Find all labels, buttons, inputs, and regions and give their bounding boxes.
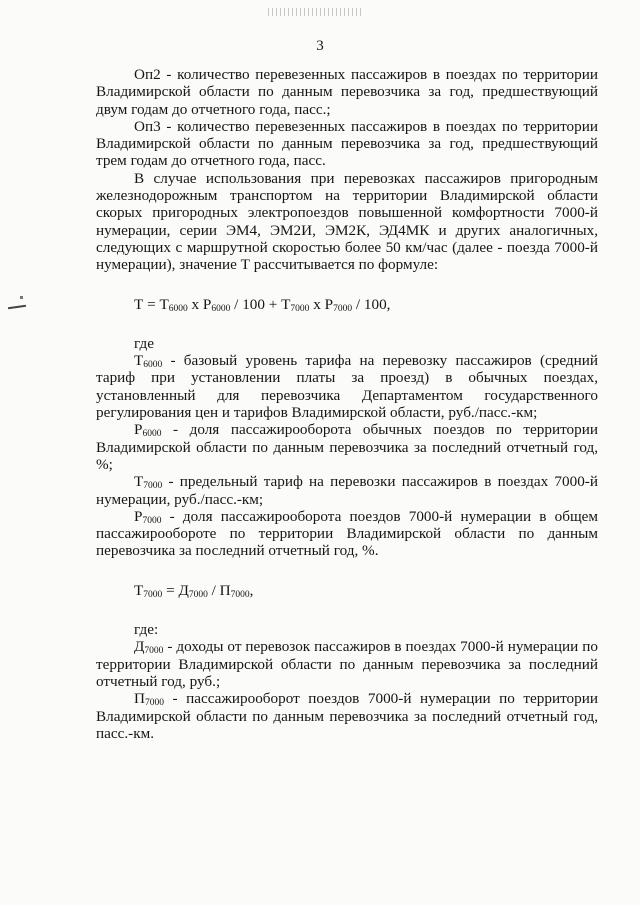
definition-d7000: $Д_{7000}$ - доходы от перевозок пассажиров в поездах 7000-й нумерации по территории Владимирской области по данным перевозчика за последний отчетный год, руб.; xyxy=(96,638,598,690)
definition-pi7000: $П_{7000}$ - пассажирооборот поездов 7000-й нумерации по территории Владимирской области по данным перевозчика за последний отчетный год, пасс.-км. xyxy=(96,690,598,742)
definition-t7000: $Т_{7000}$ - предельный тариф на перевозки пассажиров в поездах 7000-й нумерации, руб./пасс.-км; xyxy=(96,473,598,508)
margin-mark xyxy=(8,305,26,309)
where-label-2: где: xyxy=(134,621,159,639)
paragraph-op2: Оп2 - количество перевезенных пассажиров в поездах по территории Владимирской области по данным перевозчика за год, предшествующий двум годам до отчетного года, пасс.; xyxy=(96,66,598,118)
formula-t: $Т = Т_{6000}$ x $Р_{6000} / 100 + Т_{7000}$ x $Р_{7000} / 100$, xyxy=(134,295,391,314)
paragraph-intro: В случае использования при перевозках пассажиров пригородным железнодорожным транспортом на территории Владимирской области скорых пригородных электропоездов повышенной комфортности 7000-й нумерации, серии ЭМ4, ЭМ2И, ЭМ2К, ЭД4МК и других аналогичных, следующих с маршрутной скоростью более 50 км/час (далее - поезда 7000-й нумерации), значение Т рассчитывается по формуле: xyxy=(96,169,598,274)
where-label-1: где xyxy=(134,334,154,352)
formula-t7000: $Т_{7000} = Д_{7000} / П_{7000}$, xyxy=(134,581,254,600)
paragraph-op3: Оп3 - количество перевезенных пассажиров в поездах по территории Владимирской области по данным перевозчика за год, предшествующий трем годам до отчетного года, пасс. xyxy=(96,117,598,170)
definition-t6000: $Т_{6000}$ - базовый уровень тарифа на перевозку пассажиров (средний тариф при установлении платы за проезд) в обычных поездах, установленный для перевозчика Департаментом государственного регулирования цен и тарифов Владимирской области, руб./пасс.-км; xyxy=(96,352,598,422)
scan-artifact xyxy=(268,8,364,16)
definition-p7000: $Р_{7000}$ - доля пассажирооборота поездов 7000-й нумерации в общем пассажирообороте по территории Владимирской области по данным перевозчика за последний отчетный год, %. xyxy=(96,507,598,560)
margin-dot xyxy=(20,296,23,299)
definition-p6000: $Р_{6000}$ - доля пассажирооборота обычных поездов по территории Владимирской области по данным перевозчика за последний отчетный год, %; xyxy=(96,421,598,473)
page-number: 3 xyxy=(316,38,324,54)
document-body xyxy=(96,66,598,742)
